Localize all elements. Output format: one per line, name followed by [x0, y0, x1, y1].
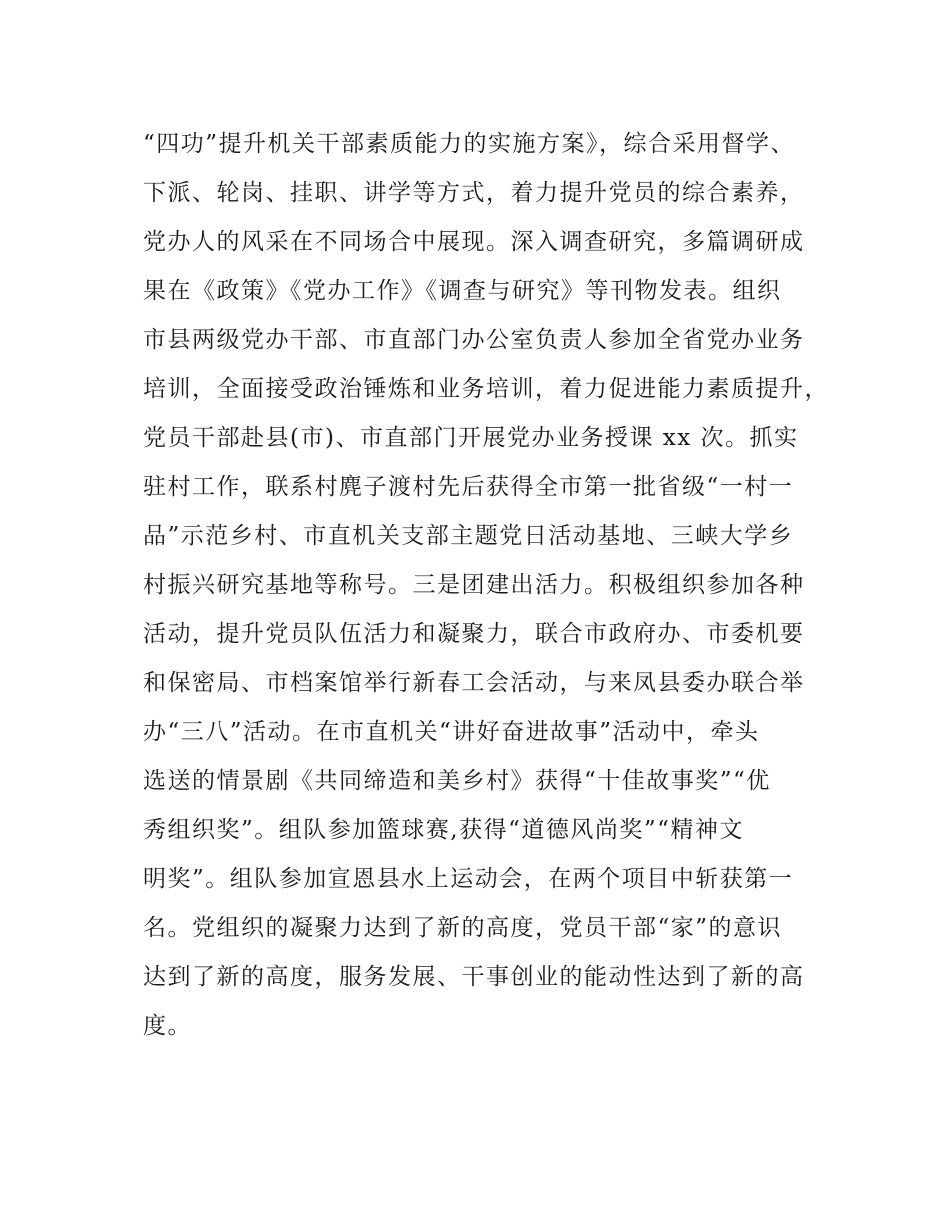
text-line: 办“三八”活动。在市直机关“讲好奋进故事”活动中，牵头 — [143, 719, 760, 745]
text-line: 果在《政策》《党办工作》《调查与研究》等刊物发表。组织 — [143, 278, 782, 304]
text-line: 选送的情景剧《共同缔造和美乡村》获得“十佳故事奖”“优 — [143, 768, 771, 794]
text-line: 品”示范乡村、市直机关支部主题党日活动基地、三峡大学乡 — [143, 523, 794, 549]
text-line: 驻村工作，联系村麂子渡村先后获得全市第一批省级“一村一 — [143, 474, 794, 500]
text-line: 和保密局、市档案馆举行新春工会活动，与来凤县委办联合举 — [143, 670, 805, 696]
text-line: 秀组织奖”。组队参加篮球赛,获得“道德风尚奖”“精神文 — [143, 817, 744, 843]
text-line: 培训，全面接受政治锤炼和业务培训，着力促进能力素质提升， — [143, 376, 829, 402]
text-line: 名。党组织的凝聚力达到了新的高度，党员干部“家”的意识 — [143, 915, 783, 941]
text-line: 下派、轮岗、挂职、讲学等方式，着力提升党员的综合素养， — [143, 180, 805, 206]
body-paragraph — [143, 120, 843, 1051]
text-line: 度。 — [143, 1013, 192, 1039]
text-line: 市县两级党办干部、市直部门办公室负责人参加全省党办业务 — [143, 327, 805, 353]
text-line: 党办人的风采在不同场合中展现。深入调查研究，多篇调研成 — [143, 229, 805, 255]
text-line: 活动，提升党员队伍活力和凝聚力，联合市政府办、市委机要 — [143, 621, 805, 647]
text-line: 明奖”。组队参加宣恩县水上运动会，在两个项目中斩获第一 — [143, 866, 794, 892]
text-line: 村振兴研究基地等称号。三是团建出活力。积极组织参加各种 — [143, 572, 805, 598]
text-line: 达到了新的高度，服务发展、干事创业的能动性达到了新的高 — [143, 964, 805, 990]
text-line: 党员干部赴县(市)、市直部门开展党办业务授课 xx 次。抓实 — [143, 425, 799, 451]
text-line: “四功”提升机关干部素质能力的实施方案》，综合采用督学、 — [143, 131, 796, 157]
